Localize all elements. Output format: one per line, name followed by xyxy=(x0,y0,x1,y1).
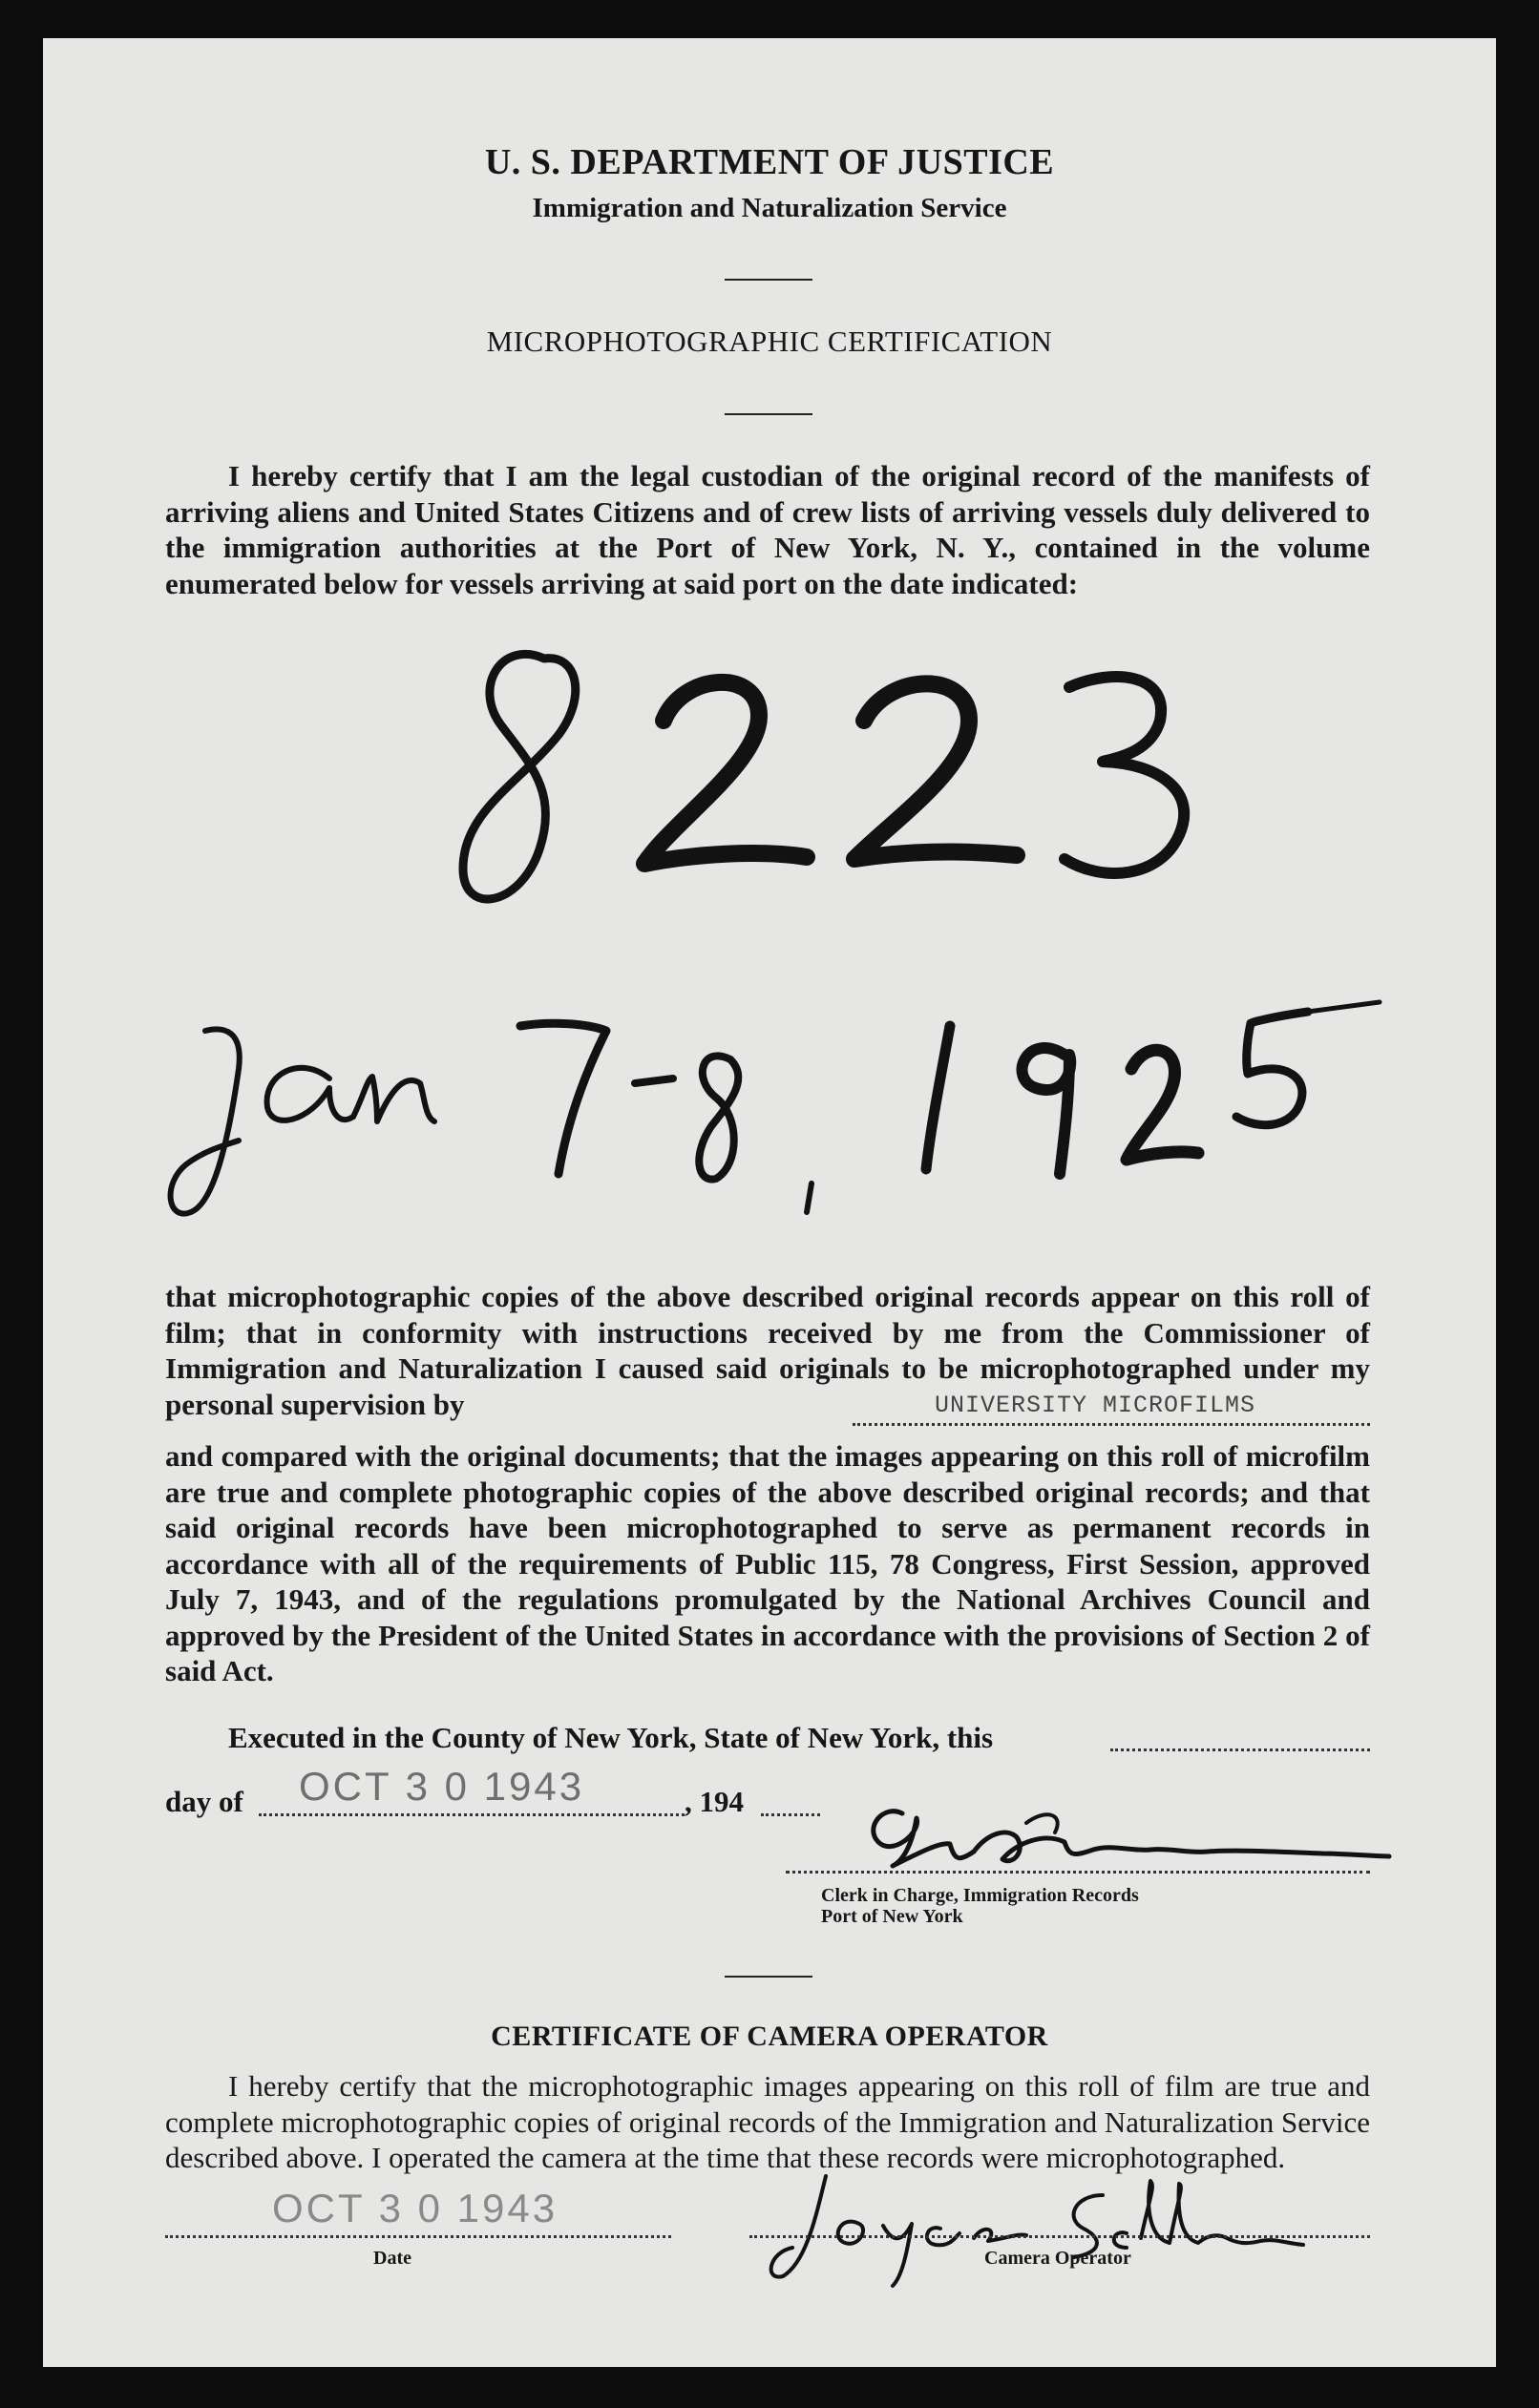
day-of-line xyxy=(259,1813,685,1816)
executed-day-line xyxy=(1110,1748,1370,1751)
day-of-label: day of xyxy=(165,1785,243,1818)
date-label: Date xyxy=(373,2248,411,2269)
intro-text: I hereby certify that I am the legal custodian of the original record of the manifests of arriving aliens and United States Citizens and of crew lists of arriving vessels duly delivered to the immigration authorities at the Port of New York, N. Y., contained in the volume enumerated below for vessels arriving at said port on the date indicated: xyxy=(165,459,1370,600)
header-divider xyxy=(725,279,812,281)
year-prefix: , 194 xyxy=(685,1785,744,1818)
service-subheading: Immigration and Naturalization Service xyxy=(532,193,1007,223)
photographer-name: UNIVERSITY MICROFILMS xyxy=(935,1392,1256,1419)
operator-date-line xyxy=(165,2235,671,2238)
photographer-line xyxy=(853,1423,1370,1426)
clerk-signature xyxy=(826,1775,1399,1880)
clerk-signature-line xyxy=(786,1871,1370,1874)
executed-line: Executed in the County of New York, State of New York, this xyxy=(228,1721,994,1754)
body-text-2: and compared with the original documents; that the images appearing on this roll of microfilm are true and complete photographic copies of the above described original records; and that said original records have been microphotographed to serve as permanent records in accordance with all of the requirements of Public 115, 78 Congress, First Session, approved July 7, 1943, and of the regulations promulgated by the National Archives Council and approved by the President of the United States in accordance with the provisions of Section 2 of said Act. xyxy=(165,1439,1370,1687)
handwritten-volume-date xyxy=(119,954,1456,1241)
operator-label: Camera Operator xyxy=(984,2248,1131,2269)
camera-operator-text: I hereby certify that the microphotographic images appearing on this roll of film are true and complete microphotographic copies of original records of the Immigration and Naturalization Service described above. I operated the camera at the time that these records were microphotographed. xyxy=(165,2069,1370,2174)
title-divider xyxy=(725,413,812,415)
camera-operator-title: CERTIFICATE OF CAMERA OPERATOR xyxy=(491,2021,1048,2052)
body-paragraph-2 xyxy=(165,1438,1370,1689)
clerk-title-line1: Clerk in Charge, Immigration Records xyxy=(821,1885,1139,1906)
certificate-page xyxy=(43,38,1496,2367)
body-text-1: that microphotographic copies of the above described original records appear on this roll of film; that in conformity with instructions received by me from the Commissioner of Immigration and Naturalization I caused said originals to be microphotographed under my personal supervision by xyxy=(165,1280,1370,1421)
agency-heading: U. S. DEPARTMENT OF JUSTICE xyxy=(484,142,1055,182)
intro-paragraph xyxy=(165,458,1370,601)
section-divider xyxy=(725,1976,812,1978)
clerk-title-line2: Port of New York xyxy=(821,1906,963,1927)
operator-date-stamp: OCT 3 0 1943 xyxy=(272,2186,559,2230)
handwritten-volume-number xyxy=(358,630,1265,935)
operator-signature xyxy=(749,2157,1341,2291)
year-line xyxy=(761,1813,820,1816)
certification-title: MICROPHOTOGRAPHIC CERTIFICATION xyxy=(486,325,1053,358)
operator-signature-line xyxy=(749,2235,1370,2238)
date-stamp: OCT 3 0 1943 xyxy=(299,1764,585,1809)
